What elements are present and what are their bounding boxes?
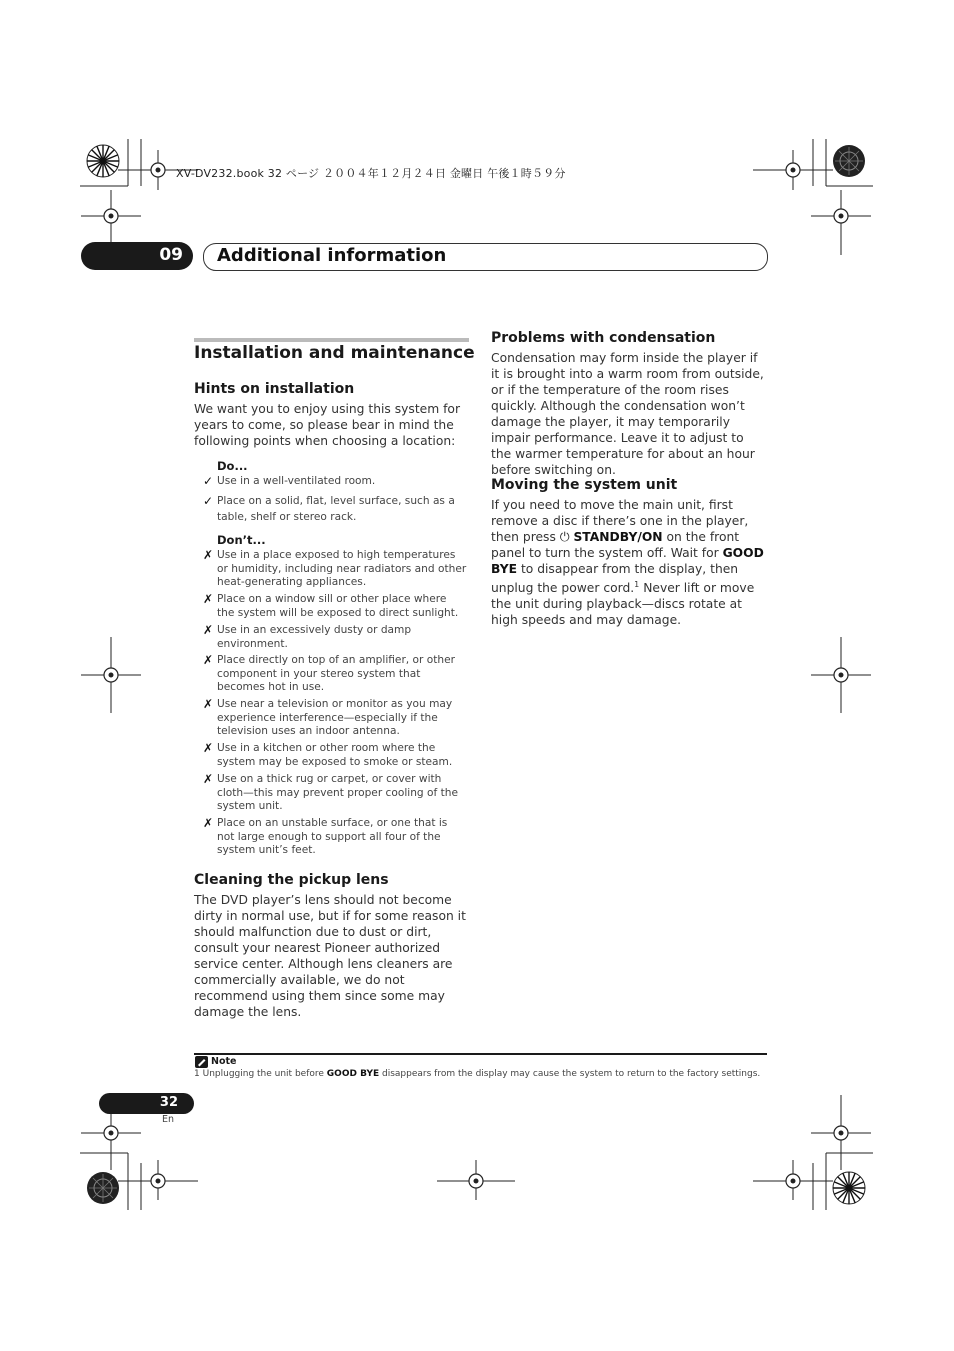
chapter-number: 09: [159, 245, 183, 265]
note-number: 1: [194, 1069, 200, 1079]
page-number-tab: [99, 1093, 194, 1114]
dont-item-text: Use near a television or monitor as you may experience interference—especially if the television uses an indoor antenna.: [217, 698, 453, 737]
do-item-text: Use in a well-ventilated room.: [217, 475, 376, 487]
check-icon: ✓: [203, 474, 214, 488]
moving-text-2: on the front panel to turn the system off. Wait for: [491, 530, 740, 560]
hints-heading: Hints on installation: [194, 381, 355, 397]
note-icon: [195, 1056, 208, 1068]
condensation-heading: Problems with condensation: [491, 330, 716, 346]
dont-item: [203, 624, 467, 651]
cleaning-heading: Cleaning the pickup lens: [194, 872, 389, 888]
cross-icon: ✗: [203, 741, 214, 755]
hints-intro: We want you to enjoy using this system for years to come, so please bear in mind the following points when choosing a location:: [194, 402, 461, 448]
page-language: En: [162, 1114, 175, 1125]
good-bye-label: GOOD BYE: [491, 546, 764, 576]
dont-item: [203, 817, 467, 858]
chapter-title-box: [203, 243, 768, 271]
section-heading: Installation and maintenance: [194, 343, 475, 363]
dont-item: [203, 698, 467, 739]
moving-heading: Moving the system unit: [491, 477, 678, 493]
chapter-tab: [81, 242, 193, 270]
do-item: [203, 493, 467, 525]
note-rule: [194, 1053, 767, 1055]
dont-item-text: Place on an unstable surface, or one that is not large enough to support all four of the system unit’s feet.: [217, 817, 448, 856]
dont-item-text: Use on a thick rug or carpet, or cover with cloth—this may prevent proper cooling of the system unit.: [217, 773, 458, 812]
cleaning-text: The DVD player’s lens should not become dirty in normal use, but if for some reason it should malfunction due to dust or dirt, consult your nearest Pioneer authorized service center. Although lens cleaners are commercially available, we do not recommend using them since some may damage the lens.: [194, 893, 466, 1019]
moving-text-1: If you need to move the main unit, first remove a disc if there’s one in the player, then press: [491, 498, 749, 544]
dont-item-text: Place on a window sill or other place where the system will be exposed to direct sunlight.: [217, 593, 459, 619]
dont-item: [203, 742, 467, 769]
dont-item-text: Use in an excessively dusty or damp environment.: [217, 624, 412, 650]
do-label: Do...: [217, 459, 248, 473]
power-icon: ⏻: [559, 530, 570, 544]
do-item-text: Place on a solid, flat, level surface, such as a table, shelf or stereo rack.: [217, 495, 455, 523]
print-file-info: XV-DV232.book 32 ページ ２００４年１２月２４日 金曜日 午後１時５９分: [176, 167, 566, 180]
dont-item-text: Place directly on top of an amplifier, or other component in your stereo system that becomes hot in use.: [217, 654, 455, 693]
note-good-bye-label: GOOD BYE: [326, 1069, 380, 1079]
dont-item: [203, 593, 467, 620]
moving-text-3: to disappear from the display, then unplug the power cord.: [491, 562, 739, 596]
check-icon: ✓: [203, 494, 214, 508]
condensation-text: Condensation may form inside the player if it is brought into a warm room from outside, or if the temperature of the room rises quickly. Although the condensation won’t damage the player, it may temporarily impair performance. Leave it to adjust to the warmer temperature for about an hour before switching on.: [491, 351, 764, 477]
cross-icon: ✗: [203, 623, 214, 637]
do-item: [203, 475, 467, 489]
dont-item: [203, 654, 467, 695]
page-number: 32: [159, 1095, 178, 1110]
cross-icon: ✗: [203, 697, 214, 711]
footnote-ref: 1: [634, 580, 640, 589]
moving-text-4: Never lift or move the unit during playback—discs rotate at high speeds and may damage.: [491, 581, 755, 628]
moving-text: [491, 497, 766, 628]
section-rule: [194, 338, 469, 342]
note-text: [194, 1069, 760, 1079]
dont-item: [203, 773, 467, 814]
cross-icon: ✗: [203, 772, 214, 786]
standby-on-label: STANDBY/ON: [573, 530, 663, 544]
note-label: Note: [211, 1056, 237, 1067]
cross-icon: ✗: [203, 548, 214, 562]
cross-icon: ✗: [203, 653, 214, 667]
dont-item-text: Use in a place exposed to high temperatures or humidity, including near radiators and other heat-generating appliances.: [217, 549, 467, 588]
note-text-2: disappears from the display may cause the system to return to the factory settings.: [382, 1069, 761, 1079]
note-text-1: Unplugging the unit before: [202, 1069, 324, 1079]
dont-item: [203, 549, 467, 590]
cross-icon: ✗: [203, 816, 214, 830]
cross-icon: ✗: [203, 592, 214, 606]
dont-item-text: Use in a kitchen or other room where the system may be exposed to smoke or steam.: [217, 742, 453, 768]
dont-label: Don’t...: [217, 533, 266, 547]
chapter-title: Additional information: [217, 245, 447, 266]
